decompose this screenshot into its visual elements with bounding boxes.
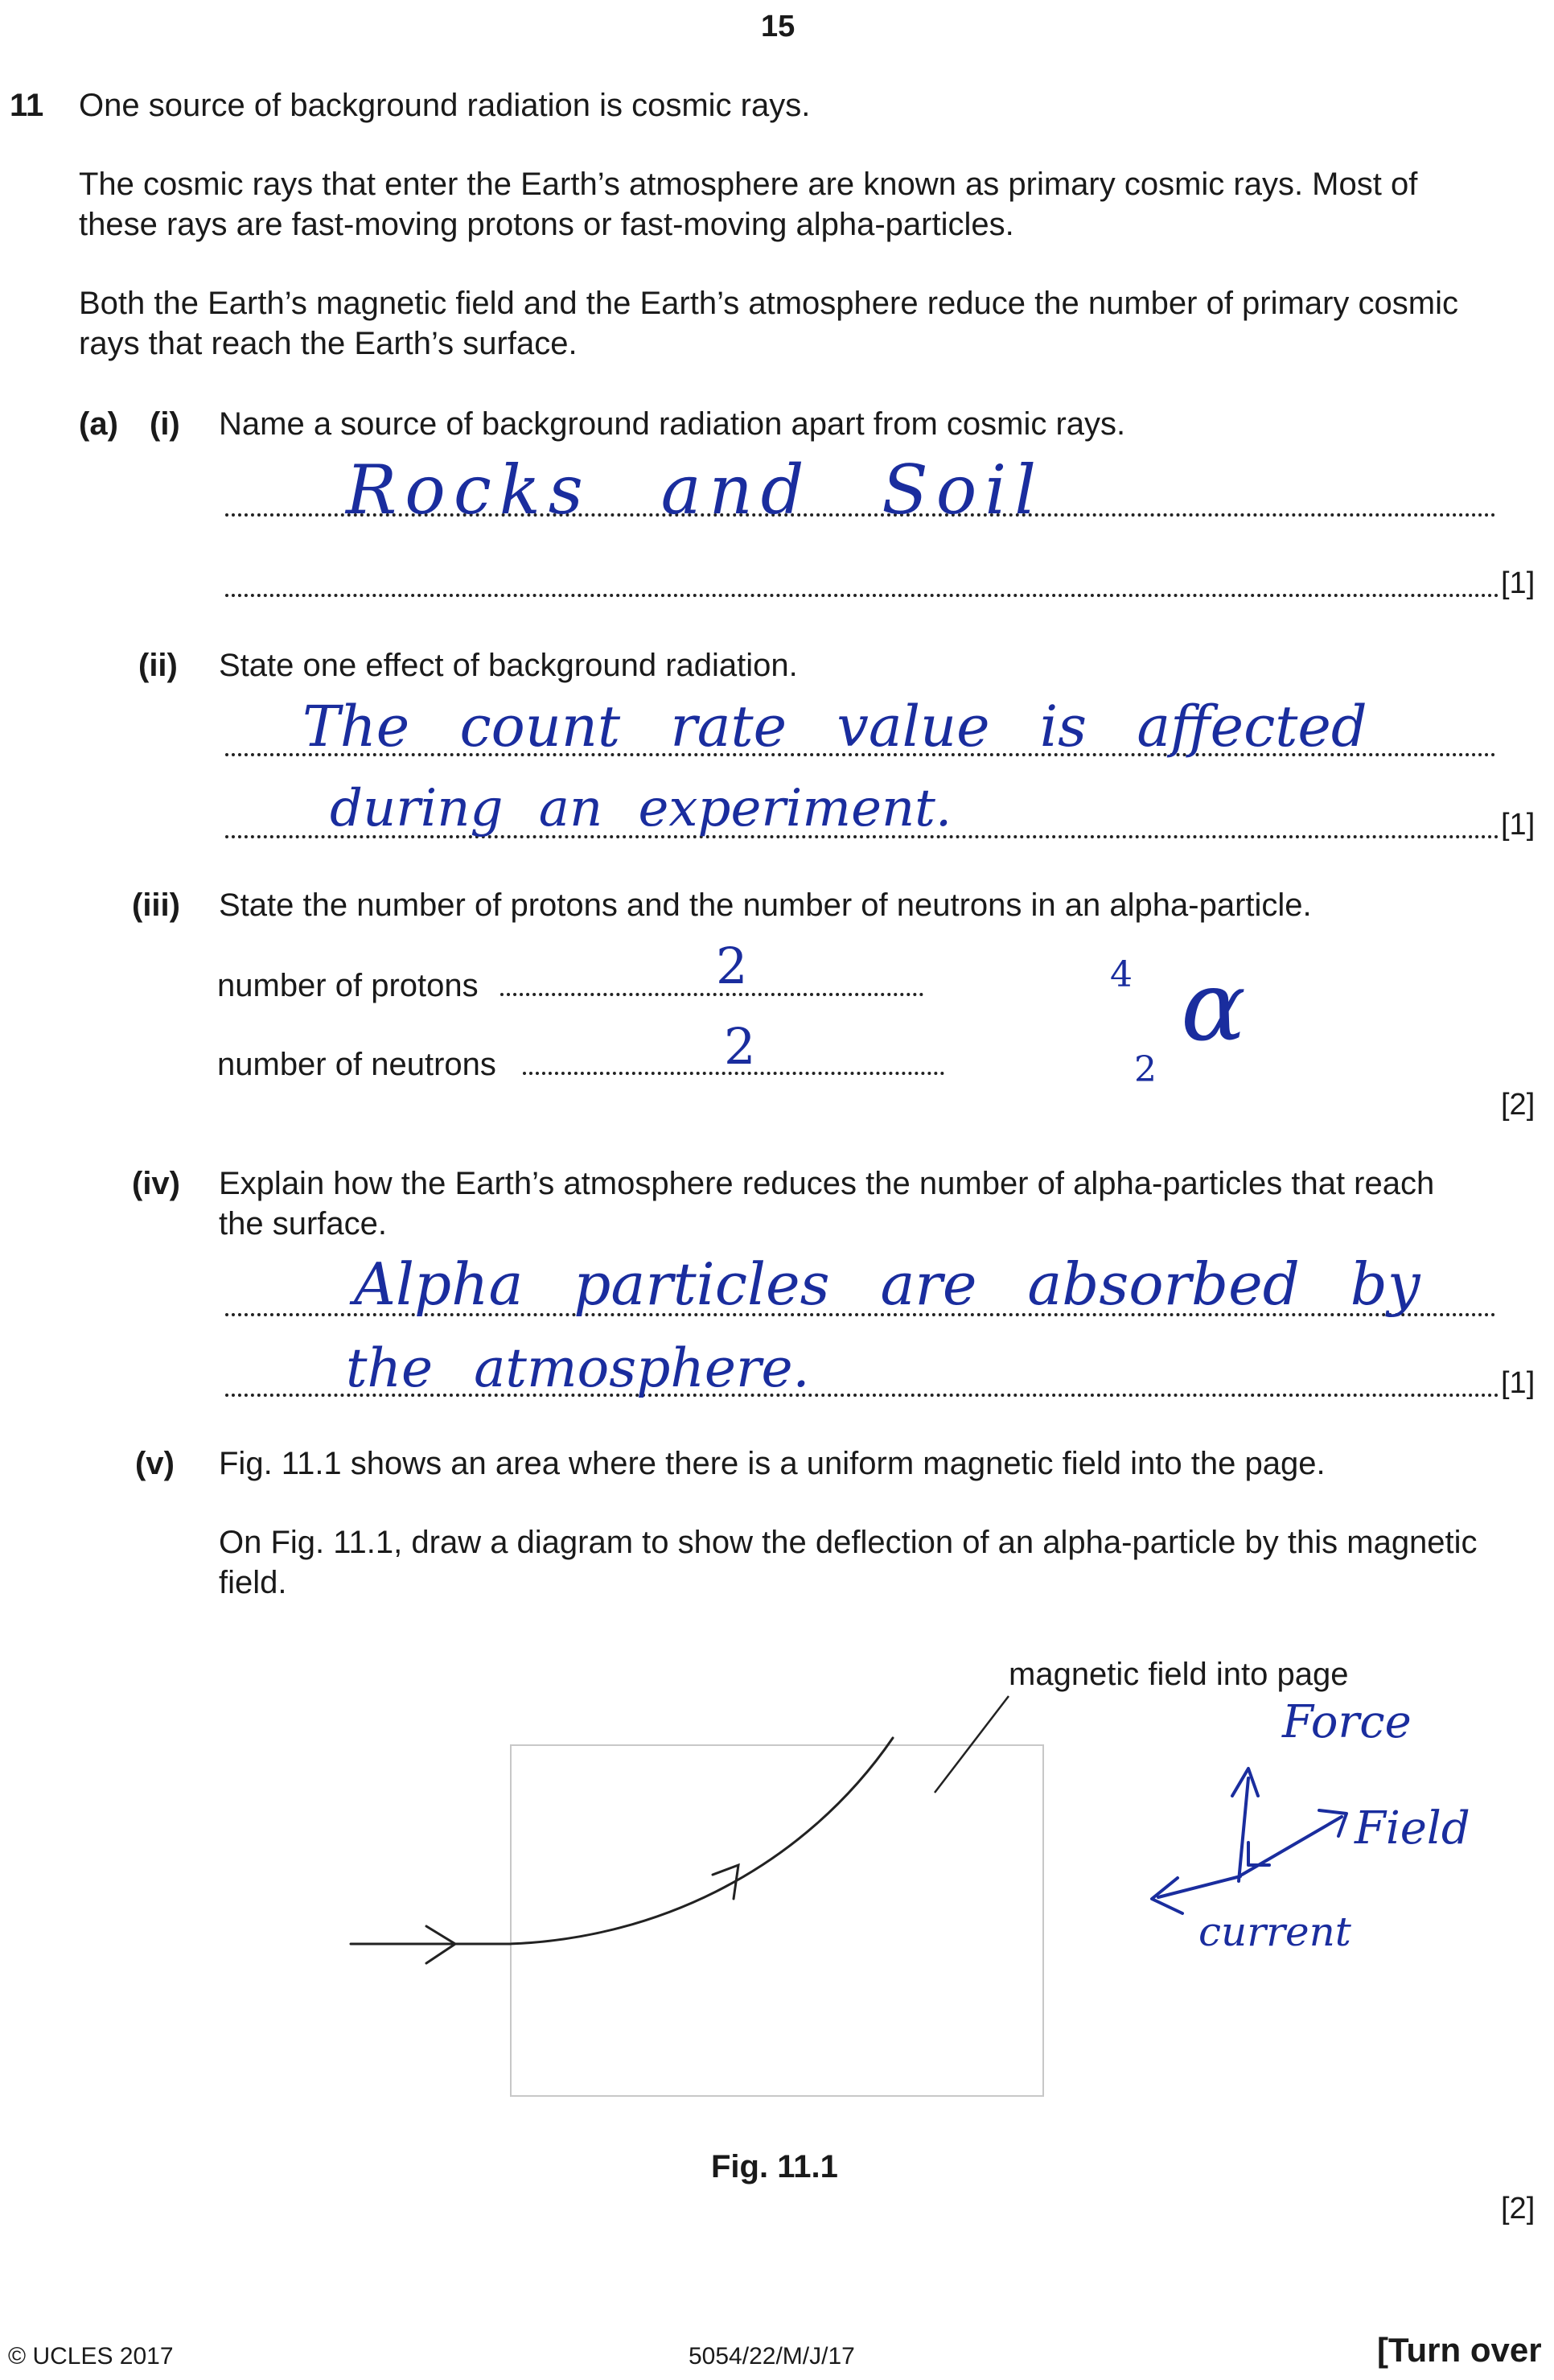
handwritten-answer: the atmosphere. xyxy=(346,1337,810,1399)
alpha-mass-number: 4 xyxy=(1110,954,1133,995)
marks-label: [1] xyxy=(1501,808,1536,842)
protons-label: number of protons xyxy=(217,968,479,1003)
handwritten-answer: The count rate value is affected xyxy=(302,694,1367,760)
part-a-v-instruction-line1: On Fig. 11.1, draw a diagram to show the deflection of an alpha-particle by this magnetic xyxy=(219,1525,1478,1560)
part-a-iv-label: (iv) xyxy=(132,1166,180,1201)
sketch-current-label: current xyxy=(1198,1909,1351,1955)
handwritten-answer: Alpha particles are absorbed by xyxy=(354,1250,1420,1318)
figure-caption: Fig. 11.1 xyxy=(711,2149,838,2184)
marks-label: [1] xyxy=(1501,1366,1536,1400)
part-a-v-instruction-line2: field. xyxy=(219,1565,287,1600)
part-a-v-question: Fig. 11.1 shows an area where there is a uniform magnetic field into the page. xyxy=(219,1446,1326,1481)
question-number: 11 xyxy=(10,88,44,123)
para2-line2: rays that reach the Earth’s surface. xyxy=(79,326,578,361)
incoming-particle-path xyxy=(351,1926,508,1963)
para1-line2: these rays are fast-moving protons or fast-moving alpha-particles. xyxy=(79,207,1014,242)
alpha-symbol: α xyxy=(1181,951,1247,1063)
para2-line1: Both the Earth’s magnetic field and the Earth’s atmosphere reduce the number of primary cosmic xyxy=(79,286,1458,321)
part-a-label: (a) xyxy=(79,406,118,442)
marks-label: [1] xyxy=(1501,566,1536,600)
footer-paper-code: 5054/22/M/J/17 xyxy=(689,2343,855,2370)
page-number: 15 xyxy=(761,10,796,43)
neutrons-label: number of neutrons xyxy=(217,1047,496,1082)
footer-copyright: © UCLES 2017 xyxy=(8,2343,174,2370)
part-a-i-question: Name a source of background radiation apart from cosmic rays. xyxy=(219,406,1126,442)
neutrons-answer: 2 xyxy=(724,1017,756,1076)
flemings-rule-sketch xyxy=(1152,1769,1346,1913)
sketch-force-label: Force xyxy=(1282,1696,1412,1748)
question-intro: One source of background radiation is cosmic rays. xyxy=(79,88,811,123)
part-a-iv-question-line1: Explain how the Earth’s atmosphere reduces the number of alpha-particles that reach xyxy=(219,1166,1435,1201)
part-a-iii-label: (iii) xyxy=(132,887,180,923)
para1-line1: The cosmic rays that enter the Earth’s atmosphere are known as primary cosmic rays. Most of xyxy=(79,167,1418,202)
marks-label: [2] xyxy=(1501,2192,1536,2226)
footer-turn-over: [Turn over xyxy=(1377,2331,1542,2369)
part-a-ii-question: State one effect of background radiation. xyxy=(219,648,798,683)
part-a-iii-question: State the number of protons and the number of neutrons in an alpha-particle. xyxy=(219,887,1312,923)
leader-line xyxy=(935,1696,1009,1793)
handwritten-answer: during an experiment. xyxy=(330,779,952,838)
handwritten-answer: Rocks and Soil xyxy=(346,451,1045,529)
part-a-ii-label: (ii) xyxy=(138,648,178,683)
part-a-iv-question-line2: the surface. xyxy=(219,1206,388,1241)
protons-answer: 2 xyxy=(716,937,748,995)
sketch-field-label: Field xyxy=(1355,1802,1470,1855)
part-a-v-label: (v) xyxy=(135,1446,175,1481)
alpha-atomic-number: 2 xyxy=(1134,1049,1157,1090)
marks-label: [2] xyxy=(1501,1088,1536,1122)
part-a-i-label: (i) xyxy=(150,406,180,442)
figure-label: magnetic field into page xyxy=(1009,1657,1349,1692)
deflected-particle-path xyxy=(508,1738,893,1944)
